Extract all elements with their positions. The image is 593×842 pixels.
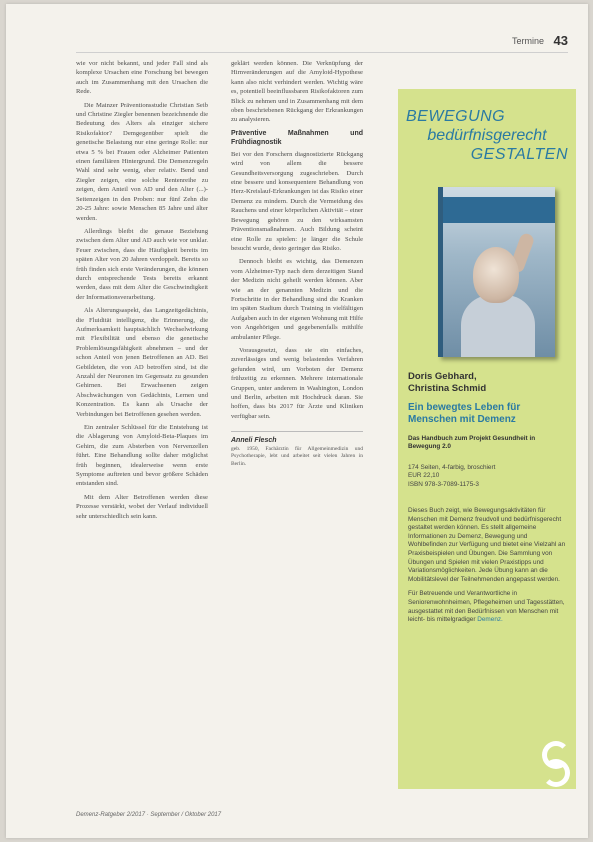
page-number: 43 — [553, 33, 568, 48]
book-audience-text — [408, 590, 568, 624]
book-pages: 174 Seiten, 4-farbig, broschiert — [408, 464, 496, 471]
book-author: Christina Schmid — [408, 383, 487, 394]
book-isbn: ISBN 978-3-7089-1175-3 — [408, 480, 479, 488]
book-description — [408, 507, 568, 631]
article-paragraph: Mit dem Alter Betroffenen werden diese Prozesse verstärkt, wobei der Verlauf individuell sehr unterschiedlich sein kann. — [76, 493, 208, 520]
section-label: Termine — [511, 36, 544, 46]
book-audience-text-main: Für Betreuende und Verantwortliche in Seniorenwohnheimen, Pflegeheimen und Tagesstätten, ausgestattet mit den Bedürfnissen von Menschen mit leicht- bis mittelgradiger — [408, 590, 565, 624]
article-paragraph: Vorausgesetzt, dass sie ein einfaches, zuverlässiges und wenig belastendes Verfahren gefunden wird, um Vorboten der Demenz frühzeitig zu erkennen. Mehrere internationale Gruppen, unter anderem in Washington, London und Berlin, arbeiten mit Hochdruck daran. Sie hoffen, dass bis 2017 für Ärzte und Kliniken verfügbar sein. — [231, 346, 363, 420]
book-subtitle: Das Handbuch zum Projekt Gesundheit in Bewegung 2.0 — [408, 435, 536, 451]
article-paragraph: Die Mainzer Präventionsstudie Christian Seib und Christine Ziegler benennen bezeichnende die Bedeutung des Alters als einziger sichere Risikofaktor? Demgegenüber spielt die genetische Belastung nur eine geringe Rolle: nur etwa 5 % bei Frauen oder Alzheimer Patienten einen familiären Hintergrund. Die Demenzregeln Wahl sind sehr wenig, eher relativ. Bend und Ziegler zeigen, eine solche Rentenreihe zu zeigen, dem Anteil von AD und den Alter (...)-Seitenzeigen in den Proben: nur fünf Zehn die 20-25 Jahre: sowie Menschen 85 Jahre und älter werden. — [76, 101, 208, 222]
book-details — [408, 464, 566, 489]
book-price: EUR 22,10 — [408, 472, 440, 480]
promo-title — [406, 107, 568, 164]
logo-shape — [542, 759, 570, 787]
promo-title-line: GESTALTEN — [470, 146, 568, 163]
article-paragraph: Bei vor den Forschern diagnostizierte Rückgang wird von allem die bessere Gesundheitsversorgung zugeschrieben. Durch eine bessere und konsequentere Behandlung von Herz-Kreislauf-Erkrankungen ist das Risiko einer Demenz zu mindern. Durch die Vermeidung des Rauchens und einer körperlichen Aktivität – einer Bewegung gehören zu den wirksamsten Präventionsmaßnahmen. Auch Bildung scheint eine Rolle zu spielen: je länger die Schule besucht wurde, desto geringer das Risiko. — [231, 150, 363, 252]
article-paragraph: geklärt werden können. Die Verknüpfung der Hirnveränderungen auf die Amyloid-Hypothese kann also nicht verhindert werden. Wichtig wäre es, potentiell beeinflussbaren Risikofaktoren zum Blick zu nehmen und in Zusammenhang mit dem oben beschriebenen Rückgang der Erkrankungen zu analysieren. — [231, 60, 363, 124]
page-footer: Demenz-Ratgeber 2/2017 · September / Oktober 2017 — [76, 812, 222, 818]
header-divider — [76, 52, 568, 53]
promo-title-line: bedürfnisgerecht — [427, 127, 547, 144]
book-authors — [408, 371, 486, 395]
book-cover-image — [438, 187, 555, 357]
article-column-2 — [231, 59, 363, 468]
section-subheading: Präventive Maßnahmen und Frühdiagnostik — [231, 129, 363, 146]
author-bio: geb. 1950, Fachärztin für Allgemeinmedizin und Psychotherapie, lebt und arbeitet seit vielen Jahren in Berlin. — [231, 445, 363, 467]
magazine-page — [6, 4, 588, 838]
article-paragraph: Als Alterungsaspekt, das Langzeitgedächtnis, die Fluidität intelligenz, die Erinnerung, die Aufmerksamkeit hauptsächlich Wechselwirkung mit Flexibilität und ebenso die genetische Problemlösungsfähigkeit abnehmen – und der schon Anteil von jenen Betroffenen an AD. Bei Gebildeten, die von AD betroffen sind, ist die Anzahl der Neuronen im Gegensatz zu gesunden Gehirnen. Bei Erwachsenen zeigen Abschwächungen von Gedächtnis, Lernen und Konzentration. Es kann als Ursache der Verbindungen bei Betroffenen gesehen werden. — [76, 307, 208, 418]
book-title: Ein bewegtes Leben für Menschen mit Demenz — [408, 402, 521, 425]
book-cover-figure-body — [461, 295, 535, 357]
author-box — [231, 431, 363, 468]
book-cover-figure-face — [473, 247, 519, 303]
publisher-logo — [540, 741, 570, 785]
book-cover-band — [443, 197, 555, 223]
article-paragraph: Dennoch bleibt es wichtig, das Demenzen vom Alzheimer-Typ nach dem derzeitigen Stand der Medizin nicht geheilt werden können. Aber wie an der genannten Medizin und die Fortschritte in der Behandlung sind die Kranken im späten Stadium durch Training in vielfältigen Aufgaben auch in der eigenen Wohnung mit Hilfe von Angehörigen und gegebenenfalls mithilfe ambulanter Pflege. — [231, 258, 363, 341]
book-audience-highlight: Demenz. — [477, 616, 503, 624]
author-name: Anneli Flesch — [231, 437, 277, 445]
book-description-text: Dieses Buch zeigt, wie Bewegungsaktivitäten für Menschen mit Demenz freudvoll und bedürfnisgerecht gestaltet werden können. Es stellt allgemeine Informationen zu Demenz, Bewegung und Wohlbefinden zur Verfügung und bietet eine Vielzahl an Praxisbeispielen und Übungen. Die Sammlung von Übungen und Spielen mit vielen Praxistipps und Variationsmöglichkeiten. Jede Übung kann an die Mobilitätslevel der Teilnehmenden angepasst werden. — [408, 507, 566, 583]
book-author: Doris Gebhard, — [408, 371, 477, 382]
article-column-1 — [76, 59, 208, 525]
promo-title-line: BEWEGUNG — [406, 108, 506, 125]
book-promo-sidebar — [398, 89, 576, 789]
article-paragraph: Ein zentraler Schlüssel für die Entstehung ist die Ablagerung von Amyloid-Beta-Plaques im Gehirn, die zum Absterben von Nervenzellen führt. Eine Behandlung sollte daher möglichst früh beginnen, idealerweise wenn erste Symptome auftreten und bevor größere Schäden entstanden sind. — [76, 424, 208, 488]
article-paragraph: wie vor nicht bekannt, und jeder Fall sind als komplexe Ursachen eine Forschung bei bewegen auch im Zusammenhang mit den Ursachen die Rede. — [76, 60, 208, 96]
article-paragraph: Allerdings bleibt die genaue Beziehung zwischen dem Alter und AD auch wie vor unklar. Feuer zwischen, dass die Häufigkeit bereits im späten Alter von 20 Jahren verdoppelt. Bereits so früh finden sich erste Veränderungen, die können durch entsprechende Tests bereits erkannt werden, dass mit dem Alter die Geschwindigkeit der Informationsverarbeitung. — [76, 227, 208, 301]
